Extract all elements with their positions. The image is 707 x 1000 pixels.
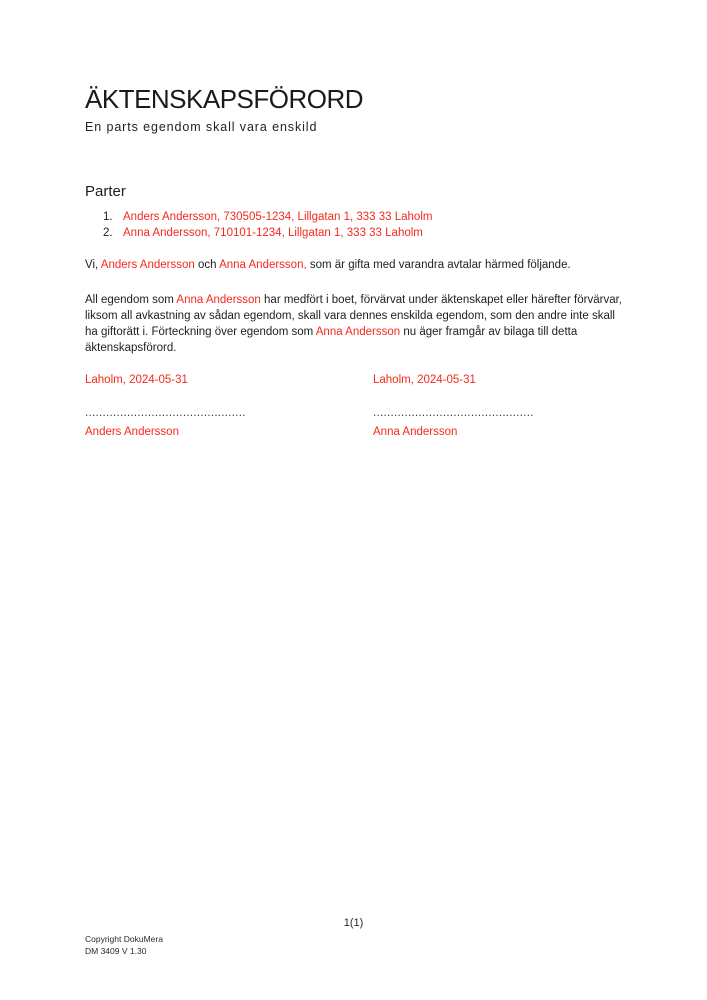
signature-place-date: Laholm, 2024-05-31 [85, 374, 188, 386]
intro-paragraph [85, 257, 622, 273]
signature-section [85, 373, 622, 439]
intro-text-pre: Vi, [85, 259, 101, 271]
signature-place-date: Laholm, 2024-05-31 [373, 374, 476, 386]
party1-name-inline: Anders Andersson [100, 259, 195, 271]
signature-party2 [373, 373, 661, 439]
page-number: 1(1) [343, 917, 364, 929]
party-details: Anna Andersson, 710101-1234, Lillgatan 1, 333 33 Laholm [123, 226, 423, 239]
signature-dotted-line: .............................................. [373, 407, 534, 419]
document-content [85, 0, 622, 439]
party-details: Anders Andersson, 730505-1234, Lillgatan 1, 333 33 Laholm [123, 211, 433, 223]
agreement-paragraph [85, 292, 622, 356]
signature-name: Anna Andersson [373, 426, 458, 438]
copyright-line: Copyright DokuMera [85, 934, 163, 944]
agreement-text-1: All egendom som [85, 294, 177, 306]
party2-name-inline: Anna Andersson [176, 294, 261, 306]
parties-heading: Parter [85, 183, 126, 200]
signature-dotted-line: .............................................. [85, 407, 246, 419]
party-number: 1. [103, 211, 113, 223]
signature-name: Anders Andersson [85, 426, 179, 438]
intro-text-post: som är gifta med varandra avtalar härmed följande. [306, 259, 571, 271]
party-list-item [85, 210, 622, 226]
party-number: 2. [103, 226, 113, 239]
parties-list [85, 210, 622, 241]
copyright-block [85, 934, 163, 957]
agreement-text-3: nu äger framgår av bilaga till detta äktenskapsförord. [85, 326, 578, 354]
party-list-item [85, 226, 622, 242]
document-version: DM 3409 V 1.30 [85, 945, 147, 956]
intro-text-mid: och [194, 259, 220, 271]
document-subtitle: En parts egendom skall vara enskild [85, 120, 318, 134]
party2-name-inline: Anna Andersson [315, 326, 401, 338]
agreement-text-2: har medfört i boet, förvärvat under äktenskapet eller härefter förvärvar, liksom all avkastning av sådan egendom, skall vara dennes enskilda egendom, som den andre inte skall ha giftorätt i. Förteckning över egendom som [85, 294, 622, 338]
document-title: ÄKTENSKAPSFÖRORD [85, 84, 364, 114]
party2-name-inline: Anna Andersson, [219, 259, 307, 271]
signature-party1 [85, 373, 373, 439]
